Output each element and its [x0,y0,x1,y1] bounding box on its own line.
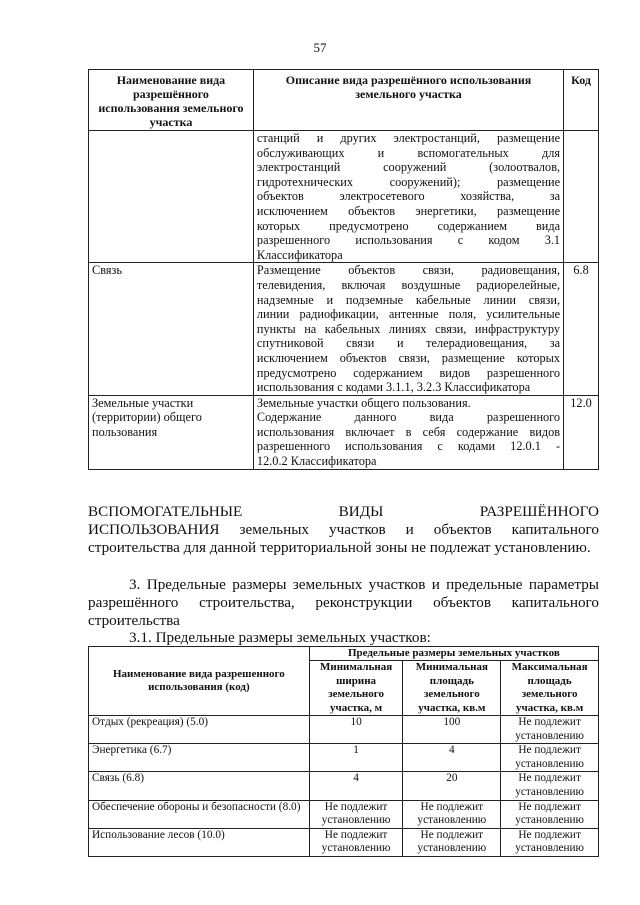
description-line: исключением объектов связи, размещение которых [256,350,561,365]
row-description [253,395,563,469]
row-name: Отдых (рекреация) (5.0) [89,716,310,744]
row-name: Связь [89,263,254,395]
header-group: Предельные размеры земельных участков [309,647,598,661]
row-min-width: 4 [309,772,403,800]
header-min-width: Минимальная ширина земельного участка, м [309,661,403,716]
table-row [89,772,599,800]
description-line: спутниковой связи и телерадиовещания, за [256,336,561,351]
header-name: Наименование вида разрешённого использования земельного участка [89,70,254,131]
row-name [89,395,254,469]
table-row [89,828,599,856]
description-line: исключением объектов энергетики, размещение [256,203,561,218]
description-line: использования включает в себя содержание видов [256,424,561,439]
name-line: (территории) общего [92,410,202,425]
table-row [89,395,599,469]
header-description: Описание вида разрешённого использования земельного участка [253,70,563,131]
description-line: Содержание данного вида разрешенного [256,410,561,425]
description-line: Классификатора [256,247,343,262]
paragraph-line: ВСПОМОГАТЕЛЬНЫЕ ВИДЫ РАЗРЕШЁННОГО [88,503,599,520]
table-row [89,131,599,263]
row-code: 12.0 [564,395,599,469]
paragraph-line: разрешённого строительства, реконструкции объектов капитального [88,594,599,612]
row-min-width: Не подлежит установлению [309,800,403,828]
description-line: 12.0.2 Классификатора [256,454,377,469]
page-number: 57 [313,40,327,55]
description-line: станций и других электростанций, размещение [256,131,561,145]
row-max-area: Не подлежит установлению [501,800,599,828]
row-max-area: Не подлежит установлению [501,828,599,856]
description-line: использования с кодами 3.1.1, 3.2.3 Классификатора [256,380,531,395]
row-description [253,263,563,395]
table-row [89,716,599,744]
name-line: пользования [92,424,158,439]
row-code [564,131,599,263]
row-description [253,131,563,263]
row-min-area: 20 [403,772,501,800]
description-line: гидротехнических сооружений); размещение [256,174,561,189]
row-name [89,131,254,263]
description-line: которых предусмотрено содержанием вида [256,218,561,233]
land-plot-size-table [88,646,599,857]
row-min-area: Не подлежит установлению [403,800,501,828]
permitted-use-table [88,69,599,470]
description-line: надземные и подземные кабельные линии связи, [256,292,561,307]
row-min-width: Не подлежит установлению [309,828,403,856]
paragraph-line: строительства для данной территориальной зоны не подлежат установлению. [88,539,591,557]
description-line: предусмотрено содержанием видов разрешенного [256,365,561,380]
table-header-row [89,70,599,131]
row-name: Использование лесов (10.0) [89,828,310,856]
table-row [89,800,599,828]
paragraph-line: 3. Предельные размеры земельных участков и предельные параметры [129,576,599,593]
row-max-area: Не подлежит установлению [501,716,599,744]
row-min-area: Не подлежит установлению [403,828,501,856]
description-line: разрешенного использования с кодом 3.1 [256,233,561,248]
name-line: Земельные участки [92,395,194,410]
section-3-heading [88,576,599,631]
row-min-width: 1 [309,744,403,772]
row-max-area: Не подлежит установлению [501,772,599,800]
table-header-row [89,647,599,661]
description-line: электростанций сооружений (золоотвалов, [256,160,561,175]
row-name: Энергетика (6.7) [89,744,310,772]
row-min-area: 4 [403,744,501,772]
description-line: объектов электросетевого хозяйства, за [256,189,561,204]
row-min-area: 100 [403,716,501,744]
row-code: 6.8 [564,263,599,395]
row-name: Связь (6.8) [89,772,310,800]
description-line: разрешенного использования с кодами 12.0.1 - [256,439,561,454]
row-min-width: 10 [309,716,403,744]
header-max-area: Максимальная площадь земельного участка, кв.м [501,661,599,716]
description-line: Размещение объектов связи, радиовещания, [256,263,561,278]
header-code: Код [564,70,599,131]
paragraph-line: строительства [88,612,180,630]
table-row [89,263,599,395]
row-name: Обеспечение обороны и безопасности (8.0) [89,800,310,828]
description-line: линии радиофикации, антенные поля, усилительные [256,307,561,322]
row-max-area: Не подлежит установлению [501,744,599,772]
table-row [89,744,599,772]
description-line: обслуживающих и вспомогательных для [256,145,561,160]
paragraph-line: ИСПОЛЬЗОВАНИЯ земельных участков и объектов капитального [88,521,599,539]
header-min-area: Минимальная площадь земельного участка, кв.м [403,661,501,716]
description-line: пункты на кабельных линиях связи, инфраструктуру [256,321,561,336]
section-3-1-heading: 3.1. Предельные размеры земельных участков: [129,629,431,646]
auxiliary-uses-paragraph [88,503,599,558]
description-line: Земельные участки общего пользования. [256,395,471,410]
header-name: Наименование вида разрешенного использования (код) [89,647,310,716]
description-line: телевидения, включая воздушные радиорелейные, [256,277,561,292]
